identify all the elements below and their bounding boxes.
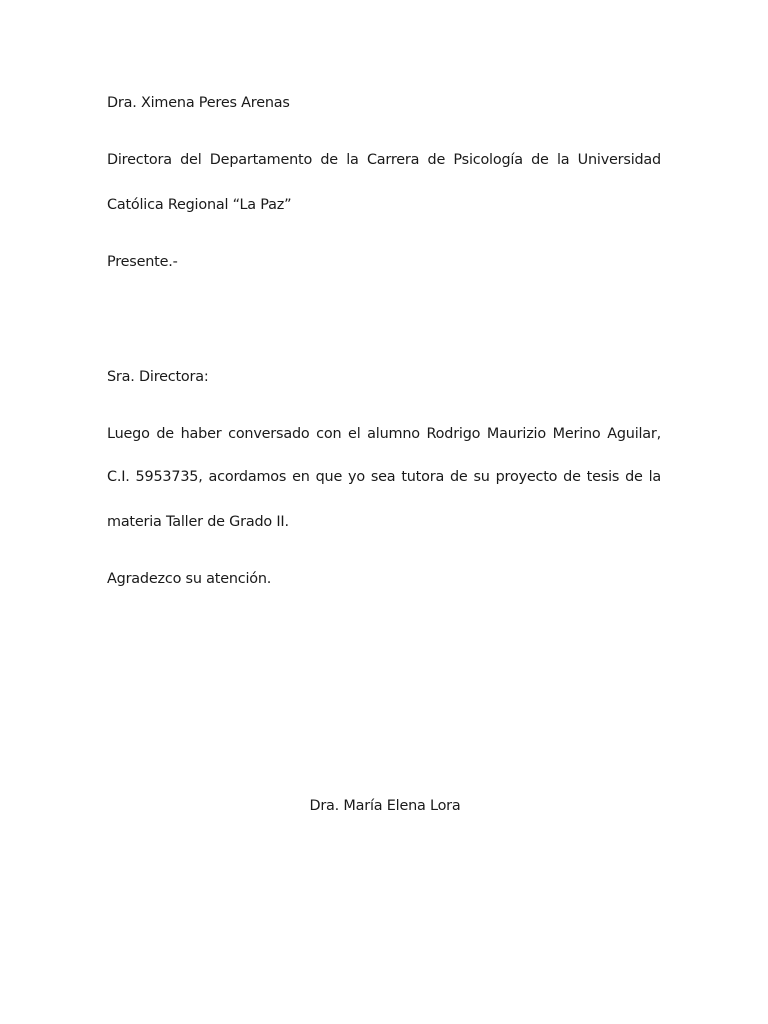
- closing-line: Agradezco su atención.: [107, 571, 272, 587]
- body-line: materia Taller de Grado II.: [107, 514, 289, 530]
- recipient-name: Dra. Ximena Peres Arenas: [107, 95, 290, 111]
- signature-name: Dra. María Elena Lora: [309, 798, 461, 814]
- body-line: Luego de haber conversado con el alumno Rodrigo Maurizio Merino Aguilar,: [107, 426, 661, 442]
- body-line: C.I. 5953735, acordamos en que yo sea tutora de su proyecto de tesis de la: [107, 469, 661, 485]
- salutation: Sra. Directora:: [107, 369, 209, 385]
- recipient-title-line: Directora del Departamento de la Carrera de Psicología de la Universidad: [107, 152, 661, 168]
- recipient-title-line: Católica Regional “La Paz”: [107, 197, 292, 213]
- presente-line: Presente.-: [107, 254, 178, 270]
